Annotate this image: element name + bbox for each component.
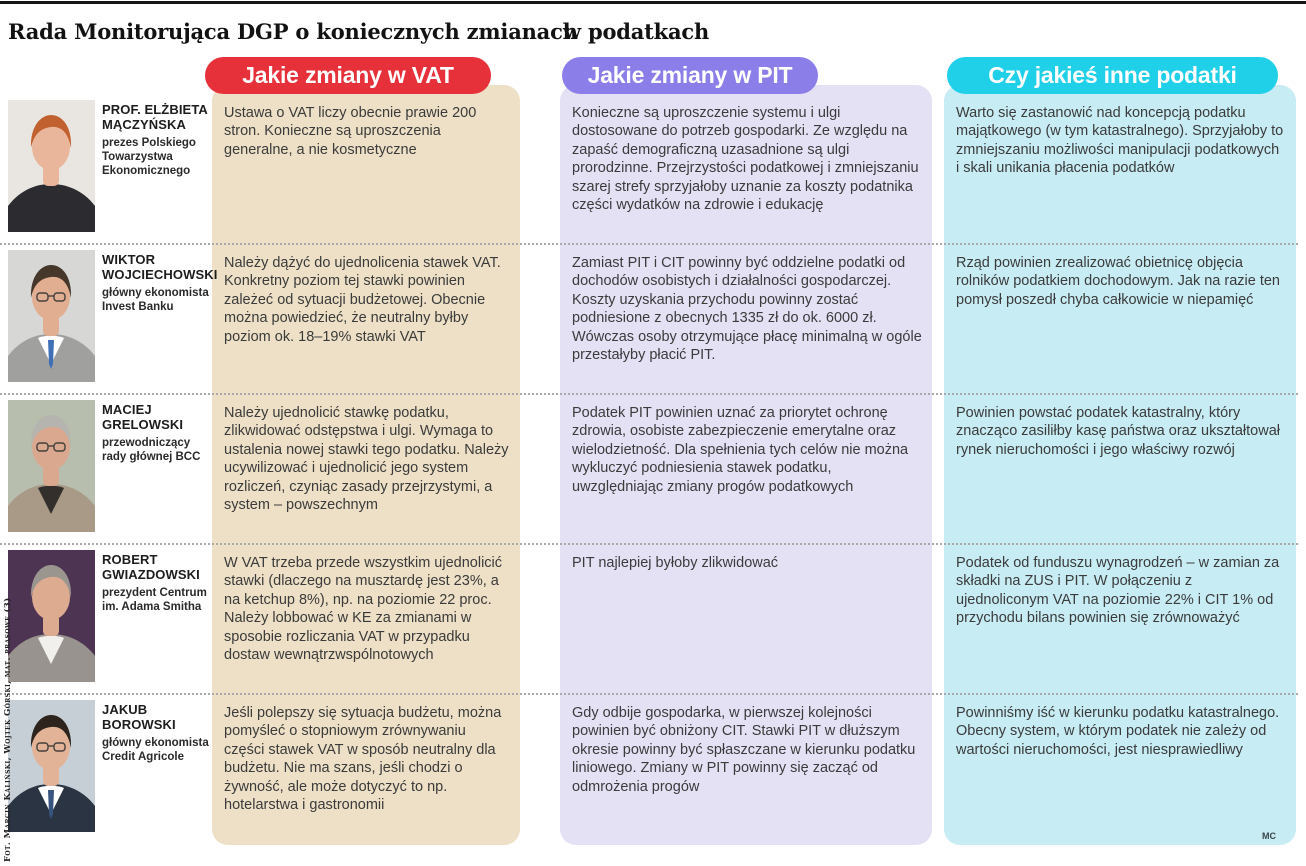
opinion-other: Podatek od funduszu wynagrodzeń – w zamian za składki na ZUS i PIT. W połączeniu z ujednoliconym VAT na poziomie 22% i CIT 1% od przychodu bilans powinien się zrównoważyć — [956, 555, 1280, 627]
expert-row — [0, 400, 1306, 550]
portrait-placeholder-icon — [8, 550, 95, 682]
expert-role: główny ekonomista Credit Agricole — [102, 736, 209, 763]
expert-row — [0, 700, 1306, 850]
photo-credit: Fot. Marcin Kaliński, Wojtek Górski, mat. prasowe (3) — [3, 597, 13, 862]
expert-role: główny ekonomista Invest Banku — [102, 286, 209, 313]
expert-photo — [8, 550, 95, 682]
column-header-vat: Jakie zmiany w VAT — [205, 57, 491, 94]
portrait-placeholder-icon — [8, 100, 95, 232]
portrait-placeholder-icon — [8, 700, 95, 832]
expert-name: JAKUB BOROWSKI — [102, 702, 176, 733]
expert-row — [0, 250, 1306, 400]
opinion-pit: Konieczne są uproszczenie systemu i ulgi dostosowane do potrzeb gospodarki. Ze względu na zapaść demograficzną uzasadnione są ulgi prorodzinne. Przejrzystości podatkowej i zmniejszaniu szarej strefy sprzyjałoby uznanie za koszty podatnika części wydatków na zdrowie i edukację — [572, 105, 919, 214]
opinion-vat: Ustawa o VAT liczy obecnie prawie 200 stron. Konieczne są uproszczenia generalne, a nie kosmetyczne — [224, 105, 477, 158]
expert-row — [0, 550, 1306, 700]
opinion-pit: Zamiast PIT i CIT powinny być oddzielne podatki od dochodów osobistych i działalności gospodarczej. Koszty uzyskania przychodu powinny zostać podniesione z obecnych 1335 zł do ok. 6000 zł. Wówczas osoby otrzymujące płacę minimalną w ogóle przestałyby płacić PIT. — [572, 255, 922, 364]
expert-name: ROBERT GWIAZDOWSKI — [102, 552, 200, 583]
opinion-pit: Gdy odbije gospodarka, w pierwszej kolejności powinien być obniżony CIT. Stawki PIT w dłuższym okresie powinny być spłaszczane w kierunku podatku liniowego. Zmiany w PIT powinny się zacząć od odmrożenia progów — [572, 705, 916, 795]
portrait-placeholder-icon — [8, 400, 95, 532]
expert-name: WIKTOR WOJCIECHOWSKI — [102, 252, 218, 283]
expert-role: prezes Polskiego Towarzystwa Ekonomicznego — [102, 136, 196, 177]
expert-role: prezydent Centrum im. Adama Smitha — [102, 586, 207, 613]
page-title-continuation: w podatkach — [563, 19, 710, 44]
expert-row — [0, 100, 1306, 250]
opinion-pit: PIT najlepiej byłoby zlikwidować — [572, 555, 779, 571]
opinion-other: Warto się zastanowić nad koncepcją podatku majątkowego (w tym katastralnego). Sprzyjałoby to zmniejszaniu możliwości manipulacji podatkowych i skali unikania płacenia podatków — [956, 105, 1284, 177]
page-title: Rada Monitorująca DGP o koniecznych zmianach — [8, 19, 578, 44]
opinion-vat: Jeśli polepszy się sytuacja budżetu, można pomyśleć o stopniowym zrównywaniu części stawek VAT w sposób neutralny dla budżetu. Nie ma szans, jeśli chodzi o żywność, ale może dotyczyć to np. hotelarstwa i gastronomii — [224, 705, 502, 814]
opinion-other: Rząd powinien zrealizować obietnicę objęcia rolników podatkiem dochodowym. Jak na razie ten pomysł poszedł chyba całkowicie w niepamięć — [956, 255, 1280, 308]
opinion-vat: Należy ujednolicić stawkę podatku, zlikwidować odstępstwa i ulgi. Wymaga to ustalenia nowej stawki tego podatku. Należy ucywilizować i ujednolicić jego system rozliczeń, czyniąc zasady przejrzystymi, a system – powszechnym — [224, 405, 509, 514]
opinion-vat: W VAT trzeba przede wszystkim ujednolicić stawki (dlaczego na musztardę jest 23%, a na ketchup 8%), np. na poziomie 22 proc. Należy lobbować w KE za zmianami w sposobie rozliczania VAT w przypadku dostaw wewnątrzwspólnotowych — [224, 555, 503, 664]
opinion-other: Powinniśmy iść w kierunku podatku katastralnego. Obecny system, w którym podatek nie zależy od wartości nieruchomości, jest niesprawiedliwy — [956, 705, 1280, 758]
author-initials: MC — [1262, 831, 1276, 841]
expert-photo — [8, 100, 95, 232]
expert-name: MACIEJ GRELOWSKI — [102, 402, 184, 433]
portrait-placeholder-icon — [8, 250, 95, 382]
expert-role: przewodniczący rady głównej BCC — [102, 436, 201, 463]
opinion-other: Powinien powstać podatek katastralny, który znacząco zasiliłby kasę państwa oraz ukształtował rynek nieruchomości i jego właściwy rozwój — [956, 405, 1280, 458]
expert-name: PROF. ELŻBIETA MĄCZYŃSKA — [102, 102, 208, 133]
opinion-vat: Należy dążyć do ujednolicenia stawek VAT. Konkretny poziom tej stawki powinien zależeć od sytuacji budżetowej. Obecnie można powiedzieć, że neutralny byłby poziom ok. 18–19% stawki VAT — [224, 255, 501, 345]
expert-photo — [8, 250, 95, 382]
expert-photo — [8, 700, 95, 832]
opinion-pit: Podatek PIT powinien uznać za priorytet ochronę zdrowia, osobiste zabezpieczenie emerytalne oraz wielodzietność. Dla spełnienia tych celów nie można wykluczyć podniesienia stawek podatku, uwzględniając zmiany progów podatkowych — [572, 405, 909, 495]
column-header-pit: Jakie zmiany w PIT — [562, 57, 818, 94]
expert-photo — [8, 400, 95, 532]
column-header-other: Czy jakieś inne podatki — [947, 57, 1278, 94]
